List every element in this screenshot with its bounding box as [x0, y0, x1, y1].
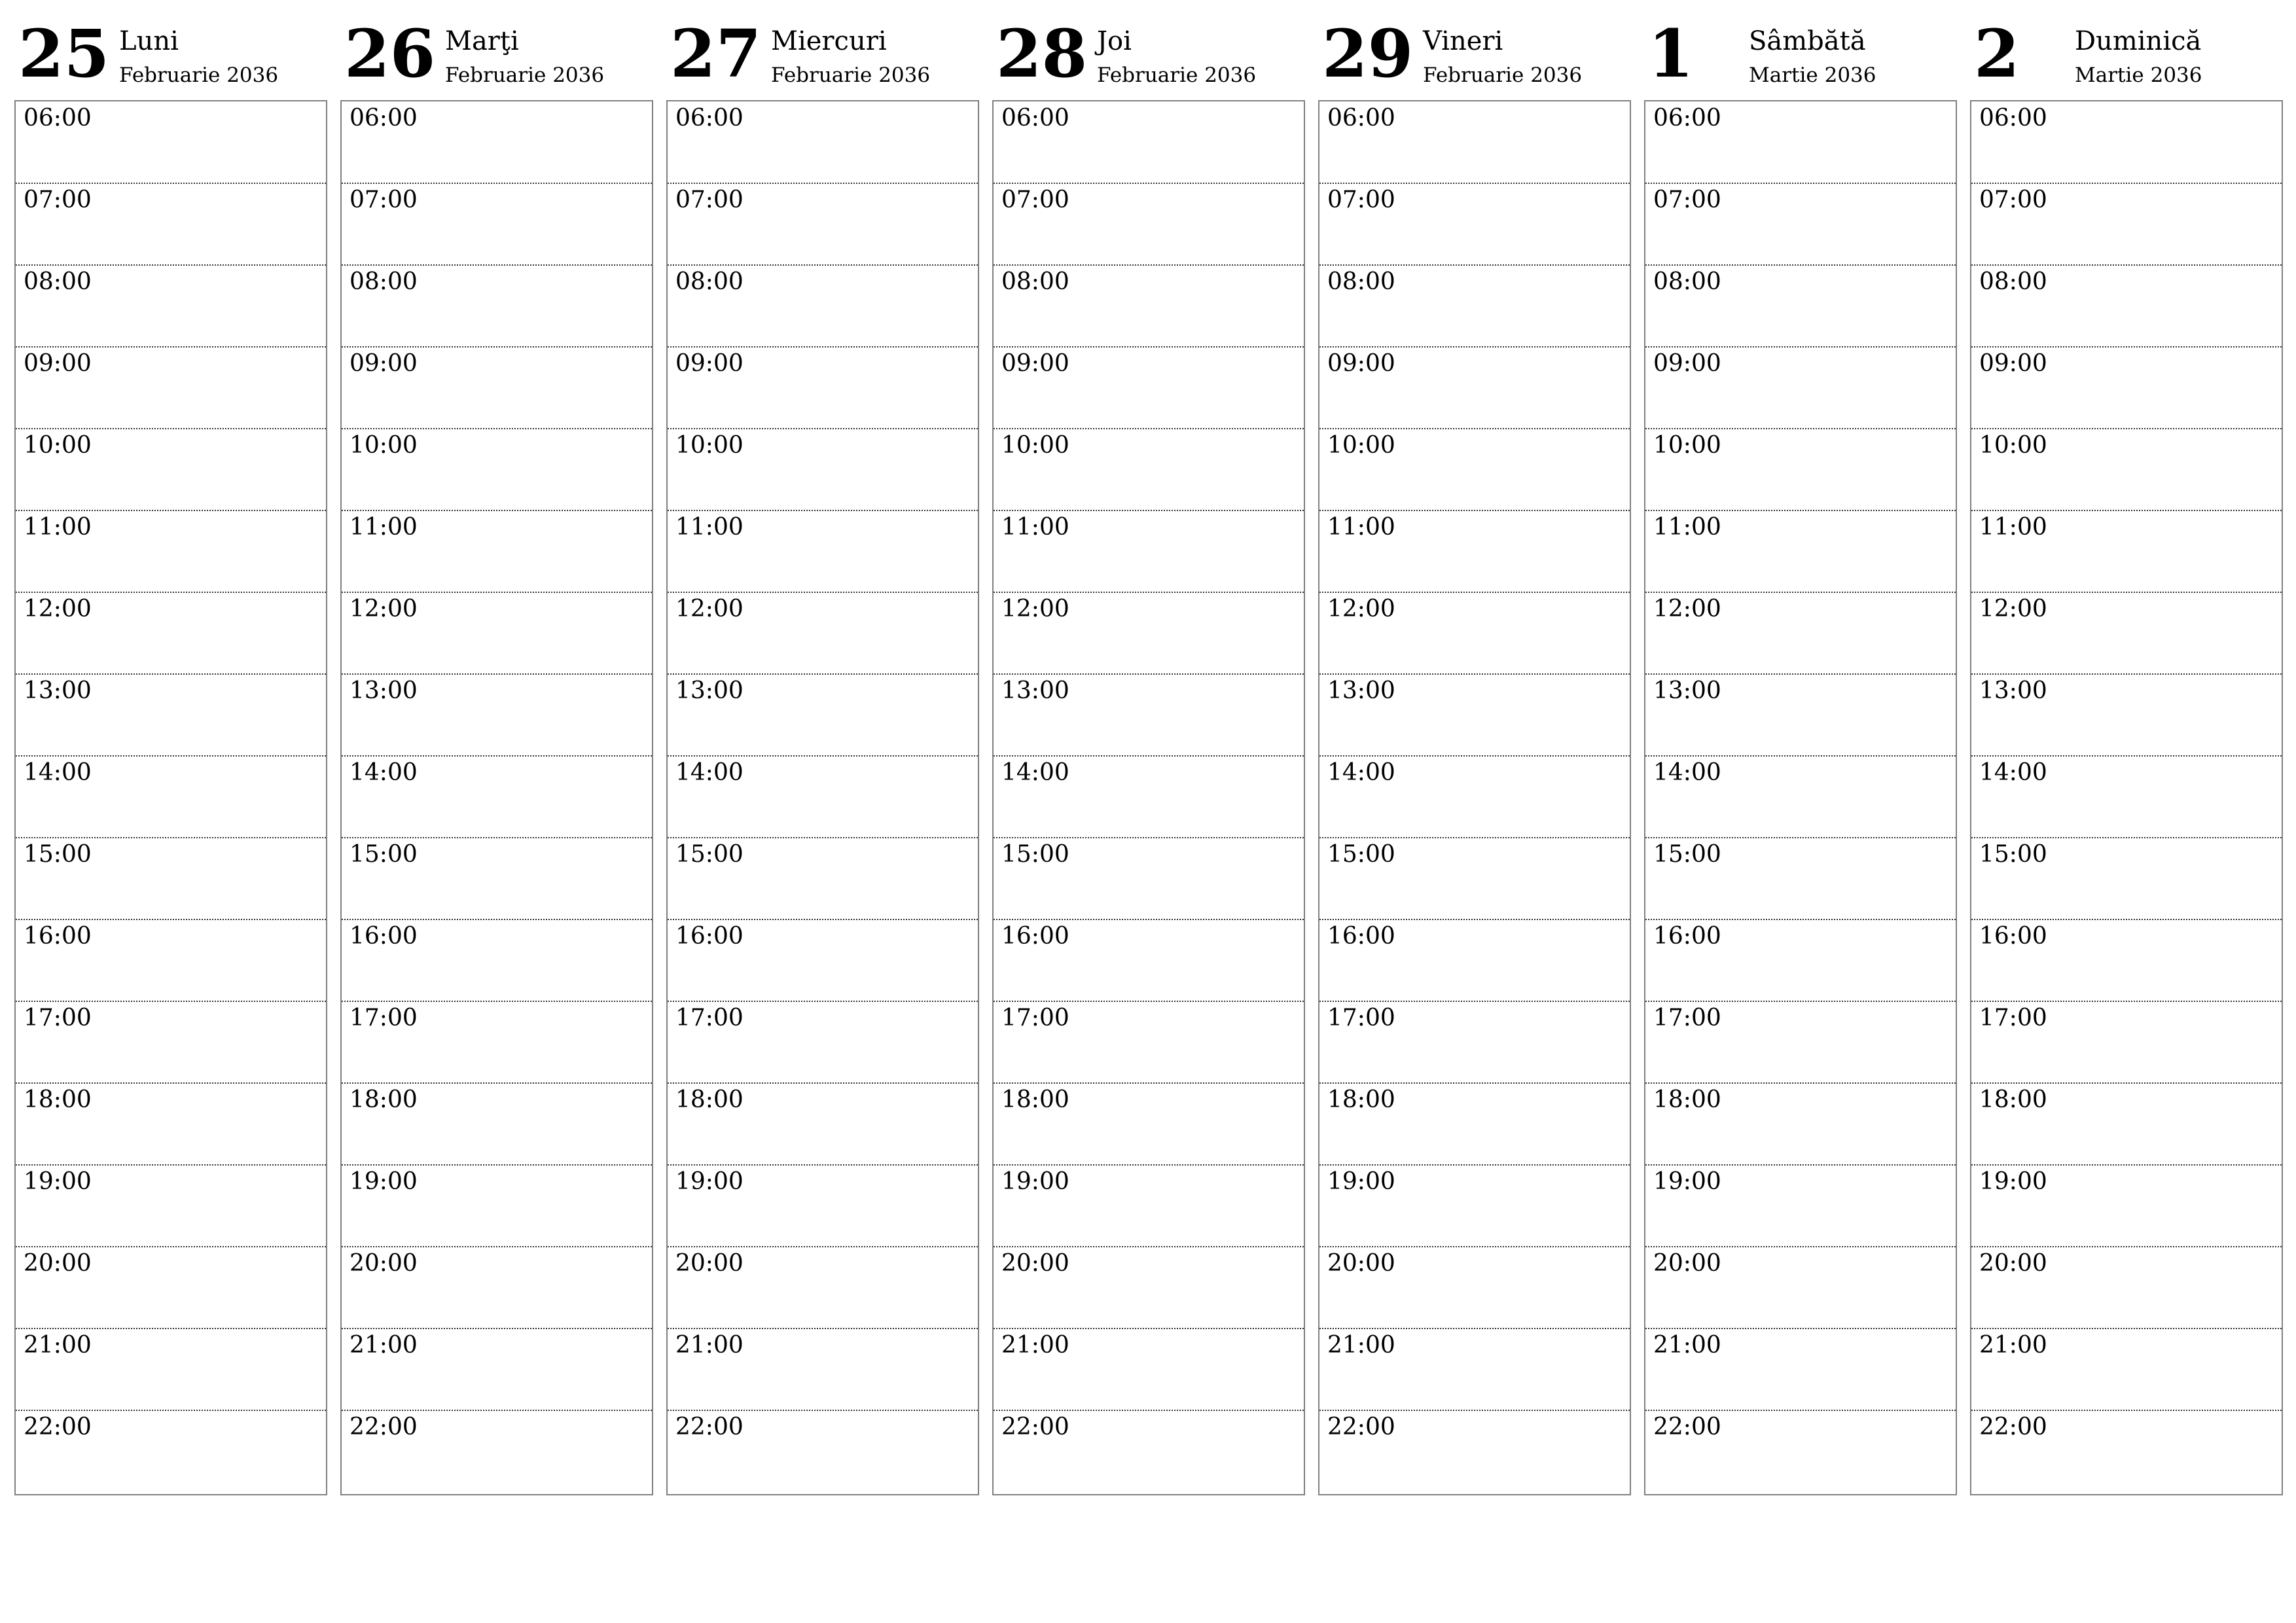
time-slot-label: 18:00 [350, 1086, 418, 1113]
time-slot[interactable] [16, 347, 326, 429]
time-slot[interactable] [1971, 1329, 2282, 1411]
time-slot-label: 22:00 [1653, 1414, 1721, 1440]
time-slot[interactable] [994, 1165, 1304, 1247]
time-slot[interactable] [994, 592, 1304, 675]
time-slot[interactable] [1971, 919, 2282, 1002]
weekday-label: Duminică [2075, 26, 2202, 56]
time-slot[interactable] [668, 183, 978, 266]
day-header [992, 0, 1305, 98]
time-slot-label: 22:00 [350, 1414, 418, 1440]
time-slot[interactable] [1971, 265, 2282, 348]
time-slot[interactable] [668, 1165, 978, 1247]
time-slot-label: 14:00 [1327, 759, 1395, 786]
time-slot[interactable] [342, 1083, 652, 1166]
time-slot-label: 09:00 [1001, 350, 1069, 377]
time-slot[interactable] [1971, 1410, 2282, 1491]
time-slot[interactable] [994, 1410, 1304, 1491]
time-slot[interactable] [994, 674, 1304, 757]
time-slot-label: 19:00 [350, 1168, 418, 1195]
time-slot-label: 16:00 [350, 923, 418, 950]
time-slot[interactable] [994, 510, 1304, 593]
time-slot-label: 13:00 [350, 677, 418, 704]
time-slot[interactable] [342, 429, 652, 511]
time-slot-label: 10:00 [24, 432, 92, 459]
time-slot-label: 06:00 [1001, 105, 1069, 132]
time-slot[interactable] [668, 592, 978, 675]
time-slot[interactable] [16, 592, 326, 675]
time-slot[interactable] [1971, 101, 2282, 184]
time-slot[interactable] [994, 265, 1304, 348]
time-slot-label: 19:00 [1653, 1168, 1721, 1195]
time-slot-label: 17:00 [1327, 1005, 1395, 1031]
weekday-label: Marţi [445, 26, 519, 56]
time-slot-label: 21:00 [675, 1332, 744, 1359]
month-year-label: Februarie 2036 [445, 63, 605, 87]
time-slot-label: 13:00 [675, 677, 744, 704]
time-slot-label: 07:00 [1001, 187, 1069, 213]
time-slot-label: 19:00 [24, 1168, 92, 1195]
time-slot[interactable] [668, 510, 978, 593]
time-slot-label: 06:00 [675, 105, 744, 132]
time-slot-label: 20:00 [675, 1250, 744, 1277]
time-slot[interactable] [1971, 592, 2282, 675]
time-slot[interactable] [1645, 838, 1956, 920]
time-slot[interactable] [1319, 919, 1630, 1002]
time-slot-label: 18:00 [1001, 1086, 1069, 1113]
time-slot-label: 13:00 [1001, 677, 1069, 704]
time-slot[interactable] [342, 756, 652, 838]
time-slot[interactable] [1645, 1247, 1956, 1329]
day-header [1318, 0, 1631, 98]
time-slot[interactable] [1971, 674, 2282, 757]
time-slot-label: 06:00 [1653, 105, 1721, 132]
time-slot[interactable] [668, 1410, 978, 1491]
time-slot[interactable] [1645, 183, 1956, 266]
day-schedule-box [1970, 100, 2283, 1495]
time-slot-label: 10:00 [1001, 432, 1069, 459]
time-slot[interactable] [1645, 347, 1956, 429]
month-year-label: Martie 2036 [2075, 63, 2202, 87]
time-slot[interactable] [668, 838, 978, 920]
time-slot-label: 09:00 [1327, 350, 1395, 377]
month-year-label: Februarie 2036 [1423, 63, 1583, 87]
time-slot[interactable] [1971, 1083, 2282, 1166]
time-slot[interactable] [16, 265, 326, 348]
time-slot-label: 19:00 [675, 1168, 744, 1195]
time-slot[interactable] [342, 838, 652, 920]
time-slot-label: 12:00 [675, 596, 744, 622]
time-slot-label: 22:00 [1327, 1414, 1395, 1440]
time-slot[interactable] [1971, 510, 2282, 593]
time-slot-label: 15:00 [24, 841, 92, 868]
time-slot-label: 17:00 [1001, 1005, 1069, 1031]
time-slot[interactable] [668, 1247, 978, 1329]
time-slot[interactable] [16, 756, 326, 838]
time-slot[interactable] [1319, 1083, 1630, 1166]
time-slot-label: 12:00 [350, 596, 418, 622]
time-slot-label: 10:00 [1979, 432, 2047, 459]
day-schedule-box [340, 100, 653, 1495]
time-slot[interactable] [1971, 838, 2282, 920]
time-slot-label: 17:00 [1653, 1005, 1721, 1031]
time-slot[interactable] [994, 1247, 1304, 1329]
time-slot-label: 18:00 [1653, 1086, 1721, 1113]
day-schedule-box [1318, 100, 1631, 1495]
day-number: 29 [1322, 15, 1414, 92]
time-slot[interactable] [1645, 1410, 1956, 1491]
time-slot-label: 07:00 [24, 187, 92, 213]
time-slot-label: 16:00 [675, 923, 744, 950]
time-slot[interactable] [668, 429, 978, 511]
time-slot-label: 11:00 [1327, 514, 1395, 541]
time-slot-label: 06:00 [350, 105, 418, 132]
time-slot[interactable] [342, 1165, 652, 1247]
day-number: 25 [18, 15, 110, 92]
time-slot[interactable] [1645, 674, 1956, 757]
time-slot-label: 20:00 [1653, 1250, 1721, 1277]
time-slot-label: 20:00 [350, 1250, 418, 1277]
time-slot[interactable] [1319, 838, 1630, 920]
day-schedule-box [992, 100, 1305, 1495]
day-number: 2 [1974, 15, 2020, 92]
time-slot-label: 18:00 [1979, 1086, 2047, 1113]
weekday-label: Joi [1097, 26, 1132, 56]
time-slot-label: 13:00 [1653, 677, 1721, 704]
time-slot[interactable] [1971, 1247, 2282, 1329]
time-slot[interactable] [1645, 510, 1956, 593]
time-slot[interactable] [16, 1165, 326, 1247]
time-slot-label: 21:00 [24, 1332, 92, 1359]
time-slot-label: 09:00 [1979, 350, 2047, 377]
time-slot[interactable] [1319, 183, 1630, 266]
time-slot-label: 14:00 [1653, 759, 1721, 786]
time-slot-label: 09:00 [350, 350, 418, 377]
time-slot-label: 22:00 [24, 1414, 92, 1440]
day-header [14, 0, 327, 98]
time-slot-label: 15:00 [675, 841, 744, 868]
time-slot[interactable] [342, 1001, 652, 1084]
time-slot-label: 09:00 [675, 350, 744, 377]
time-slot-label: 08:00 [1653, 268, 1721, 295]
time-slot-label: 20:00 [1001, 1250, 1069, 1277]
time-slot[interactable] [668, 674, 978, 757]
time-slot[interactable] [16, 838, 326, 920]
time-slot-label: 19:00 [1001, 1168, 1069, 1195]
time-slot[interactable] [994, 919, 1304, 1002]
time-slot-label: 12:00 [24, 596, 92, 622]
time-slot[interactable] [668, 347, 978, 429]
time-slot[interactable] [1645, 101, 1956, 184]
time-slot-label: 08:00 [675, 268, 744, 295]
time-slot-label: 19:00 [1979, 1168, 2047, 1195]
time-slot[interactable] [16, 1247, 326, 1329]
time-slot[interactable] [1645, 265, 1956, 348]
time-slot-label: 12:00 [1327, 596, 1395, 622]
time-slot[interactable] [994, 429, 1304, 511]
time-slot[interactable] [1319, 1410, 1630, 1491]
time-slot[interactable] [994, 183, 1304, 266]
time-slot[interactable] [1319, 1247, 1630, 1329]
time-slot-label: 15:00 [350, 841, 418, 868]
time-slot-label: 11:00 [1979, 514, 2047, 541]
time-slot[interactable] [994, 756, 1304, 838]
time-slot[interactable] [994, 838, 1304, 920]
time-slot-label: 20:00 [1327, 1250, 1395, 1277]
time-slot[interactable] [342, 183, 652, 266]
time-slot[interactable] [1319, 1001, 1630, 1084]
time-slot-label: 16:00 [1001, 923, 1069, 950]
time-slot-label: 14:00 [350, 759, 418, 786]
time-slot[interactable] [1319, 347, 1630, 429]
time-slot-label: 08:00 [24, 268, 92, 295]
time-slot-label: 07:00 [1979, 187, 2047, 213]
time-slot-label: 12:00 [1001, 596, 1069, 622]
time-slot[interactable] [1319, 510, 1630, 593]
time-slot[interactable] [668, 919, 978, 1002]
time-slot[interactable] [668, 101, 978, 184]
time-slot-label: 18:00 [675, 1086, 744, 1113]
time-slot[interactable] [1645, 756, 1956, 838]
month-year-label: Martie 2036 [1749, 63, 1876, 87]
time-slot-label: 22:00 [675, 1414, 744, 1440]
time-slot[interactable] [1319, 756, 1630, 838]
time-slot[interactable] [1645, 919, 1956, 1002]
time-slot-label: 21:00 [1001, 1332, 1069, 1359]
time-slot-label: 07:00 [350, 187, 418, 213]
time-slot-label: 14:00 [1979, 759, 2047, 786]
time-slot[interactable] [1645, 1329, 1956, 1411]
time-slot[interactable] [1319, 1329, 1630, 1411]
time-slot-label: 16:00 [1327, 923, 1395, 950]
time-slot-label: 09:00 [24, 350, 92, 377]
time-slot[interactable] [16, 1329, 326, 1411]
time-slot[interactable] [668, 265, 978, 348]
month-year-label: Februarie 2036 [119, 63, 279, 87]
time-slot[interactable] [1645, 1165, 1956, 1247]
time-slot-label: 07:00 [1653, 187, 1721, 213]
time-slot[interactable] [1971, 429, 2282, 511]
time-slot-label: 11:00 [1653, 514, 1721, 541]
time-slot-label: 06:00 [1979, 105, 2047, 132]
time-slot[interactable] [668, 1329, 978, 1411]
time-slot-label: 10:00 [1327, 432, 1395, 459]
weekday-label: Luni [119, 26, 179, 56]
time-slot-label: 18:00 [24, 1086, 92, 1113]
time-slot-label: 07:00 [675, 187, 744, 213]
day-schedule-box [666, 100, 979, 1495]
time-slot[interactable] [1971, 756, 2282, 838]
time-slot[interactable] [1971, 183, 2282, 266]
day-schedule-box [14, 100, 327, 1495]
time-slot[interactable] [16, 1410, 326, 1491]
time-slot-label: 21:00 [1327, 1332, 1395, 1359]
time-slot[interactable] [1645, 592, 1956, 675]
weekday-label: Miercuri [771, 26, 887, 56]
time-slot[interactable] [1319, 429, 1630, 511]
time-slot-label: 13:00 [1979, 677, 2047, 704]
time-slot[interactable] [994, 101, 1304, 184]
time-slot[interactable] [16, 429, 326, 511]
time-slot-label: 11:00 [1001, 514, 1069, 541]
time-slot-label: 13:00 [24, 677, 92, 704]
time-slot-label: 17:00 [24, 1005, 92, 1031]
time-slot[interactable] [1319, 592, 1630, 675]
time-slot-label: 16:00 [1653, 923, 1721, 950]
month-year-label: Februarie 2036 [771, 63, 931, 87]
day-number: 28 [996, 15, 1088, 92]
time-slot-label: 10:00 [1653, 432, 1721, 459]
time-slot-label: 11:00 [675, 514, 744, 541]
time-slot-label: 20:00 [24, 1250, 92, 1277]
month-year-label: Februarie 2036 [1097, 63, 1257, 87]
time-slot[interactable] [16, 674, 326, 757]
time-slot-label: 14:00 [24, 759, 92, 786]
time-slot-label: 08:00 [350, 268, 418, 295]
time-slot-label: 16:00 [24, 923, 92, 950]
time-slot[interactable] [342, 919, 652, 1002]
time-slot[interactable] [994, 1329, 1304, 1411]
time-slot[interactable] [16, 919, 326, 1002]
time-slot-label: 14:00 [1001, 759, 1069, 786]
time-slot-label: 16:00 [1979, 923, 2047, 950]
time-slot-label: 13:00 [1327, 677, 1395, 704]
time-slot-label: 11:00 [350, 514, 418, 541]
time-slot[interactable] [668, 1083, 978, 1166]
time-slot-label: 18:00 [1327, 1086, 1395, 1113]
time-slot[interactable] [16, 1083, 326, 1166]
time-slot[interactable] [1319, 265, 1630, 348]
time-slot-label: 19:00 [1327, 1168, 1395, 1195]
time-slot-label: 10:00 [675, 432, 744, 459]
time-slot[interactable] [994, 347, 1304, 429]
time-slot[interactable] [668, 756, 978, 838]
time-slot[interactable] [16, 1001, 326, 1084]
time-slot[interactable] [342, 592, 652, 675]
time-slot-label: 21:00 [1653, 1332, 1721, 1359]
time-slot[interactable] [16, 101, 326, 184]
time-slot-label: 15:00 [1653, 841, 1721, 868]
time-slot[interactable] [994, 1083, 1304, 1166]
time-slot-label: 08:00 [1979, 268, 2047, 295]
time-slot[interactable] [1971, 1001, 2282, 1084]
day-number: 27 [670, 15, 762, 92]
time-slot-label: 12:00 [1979, 596, 2047, 622]
weekday-label: Sâmbătă [1749, 26, 1866, 56]
day-number: 26 [344, 15, 436, 92]
time-slot-label: 20:00 [1979, 1250, 2047, 1277]
day-header [1644, 0, 1957, 98]
time-slot-label: 06:00 [24, 105, 92, 132]
time-slot-label: 21:00 [350, 1332, 418, 1359]
time-slot[interactable] [342, 101, 652, 184]
time-slot-label: 10:00 [350, 432, 418, 459]
time-slot-label: 06:00 [1327, 105, 1395, 132]
time-slot[interactable] [1971, 347, 2282, 429]
day-header [666, 0, 979, 98]
time-slot[interactable] [342, 265, 652, 348]
time-slot-label: 22:00 [1001, 1414, 1069, 1440]
time-slot-label: 22:00 [1979, 1414, 2047, 1440]
time-slot-label: 17:00 [350, 1005, 418, 1031]
time-slot[interactable] [342, 347, 652, 429]
time-slot[interactable] [342, 1329, 652, 1411]
time-slot-label: 15:00 [1979, 841, 2047, 868]
time-slot-label: 07:00 [1327, 187, 1395, 213]
time-slot-label: 08:00 [1327, 268, 1395, 295]
day-header [1970, 0, 2283, 98]
time-slot-label: 08:00 [1001, 268, 1069, 295]
time-slot-label: 09:00 [1653, 350, 1721, 377]
time-slot[interactable] [668, 1001, 978, 1084]
day-number: 1 [1648, 15, 1694, 92]
time-slot[interactable] [16, 510, 326, 593]
time-slot-label: 11:00 [24, 514, 92, 541]
time-slot-label: 12:00 [1653, 596, 1721, 622]
time-slot[interactable] [16, 183, 326, 266]
time-slot[interactable] [342, 1410, 652, 1491]
time-slot[interactable] [1319, 674, 1630, 757]
time-slot-label: 17:00 [1979, 1005, 2047, 1031]
time-slot[interactable] [1319, 101, 1630, 184]
time-slot[interactable] [1645, 1083, 1956, 1166]
time-slot[interactable] [342, 674, 652, 757]
time-slot-label: 17:00 [675, 1005, 744, 1031]
time-slot[interactable] [1971, 1165, 2282, 1247]
time-slot[interactable] [1645, 1001, 1956, 1084]
time-slot-label: 21:00 [1979, 1332, 2047, 1359]
time-slot[interactable] [1645, 429, 1956, 511]
time-slot[interactable] [342, 1247, 652, 1329]
time-slot-label: 14:00 [675, 759, 744, 786]
time-slot[interactable] [1319, 1165, 1630, 1247]
day-header [340, 0, 653, 98]
time-slot[interactable] [342, 510, 652, 593]
time-slot[interactable] [994, 1001, 1304, 1084]
weekday-label: Vineri [1423, 26, 1503, 56]
day-schedule-box [1644, 100, 1957, 1495]
time-slot-label: 15:00 [1001, 841, 1069, 868]
time-slot-label: 15:00 [1327, 841, 1395, 868]
